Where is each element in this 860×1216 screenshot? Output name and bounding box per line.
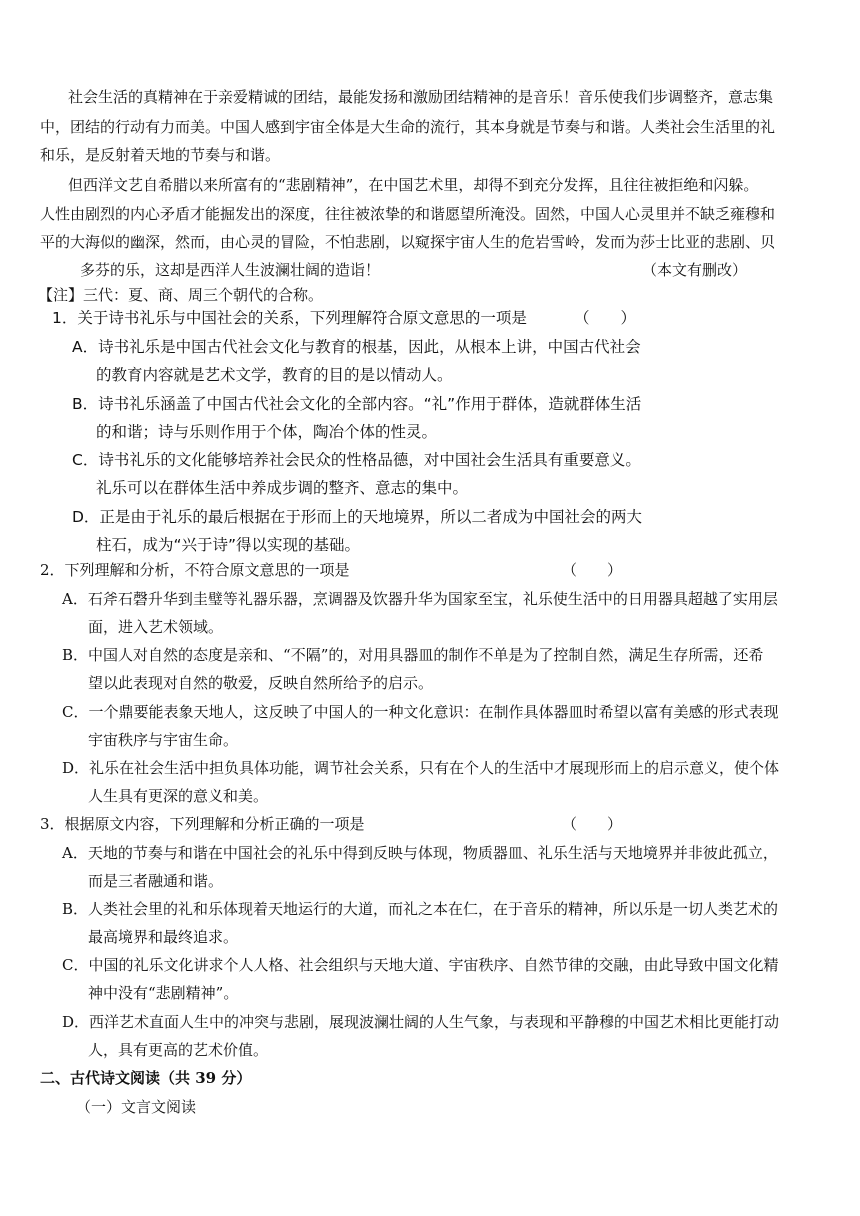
source-note: （本文有删改） bbox=[642, 261, 748, 279]
section-2-subtitle: （一）文言文阅读 bbox=[76, 1098, 197, 1116]
q2-option-b-cont: 望以此表现对自然的敬爱，反映自然所给予的启示。 bbox=[88, 674, 434, 692]
q1-option-a-cont: 的教育内容就是艺术文学，教育的目的是以情动人。 bbox=[96, 366, 453, 384]
q1-option-b[interactable]: B．诗书礼乐涵盖了中国古代社会文化的全部内容。“礼”作用于群体，造就群体生活 bbox=[72, 395, 642, 413]
q3-option-b-cont: 最高境界和最终追求。 bbox=[88, 928, 239, 946]
q3-option-c-cont: 神中没有“悲剧精神”。 bbox=[88, 984, 239, 1002]
q3-option-b[interactable]: B．人类社会里的礼和乐体现着天地运行的大道，而礼之本在仁，在于音乐的精神，所以乐是一切人类艺术的 bbox=[62, 900, 779, 918]
q3-option-c[interactable]: C．中国的礼乐文化讲求个人人格、社会组织与天地大道、宇宙秩序、自然节律的交融，由此导致中国文化精 bbox=[62, 956, 779, 974]
passage-line: 中，团结的行动有力而美。中国人感到宇宙全体是大生命的流行，其本身就是节奏与和谐。人类社会生活里的礼 bbox=[40, 118, 776, 136]
section-2-title: 二、古代诗文阅读（共 39 分） bbox=[40, 1069, 252, 1087]
q1-option-d[interactable]: D．正是由于礼乐的最后根据在于形而上的天地境界，所以二者成为中国社会的两大 bbox=[72, 508, 642, 526]
annotation-note bbox=[38, 285, 323, 305]
q2-option-d[interactable]: D．礼乐在社会生活中担负具体功能，调节社会关系，只有在个人的生活中才展现形而上的启示意义，使个体 bbox=[62, 759, 780, 777]
question-3-stem: 3．根据原文内容，下列理解和分析正确的一项是 bbox=[40, 815, 365, 833]
q2-option-d-cont: 人生具有更深的意义和美。 bbox=[88, 787, 269, 805]
q1-option-c-cont: 礼乐可以在群体生活中养成步调的整齐、意志的集中。 bbox=[96, 479, 469, 497]
q1-option-a[interactable]: A．诗书礼乐是中国古代社会文化与教育的根基，因此，从根本上讲，中国古代社会 bbox=[72, 338, 641, 356]
q3-option-d-cont: 人，具有更高的艺术价值。 bbox=[88, 1041, 269, 1059]
passage-line: 社会生活的真精神在于亲爱精诚的团结，最能发扬和激励团结精神的是音乐！音乐使我们步调整齐，意志集 bbox=[68, 88, 774, 106]
q2-option-a[interactable]: A．石斧石磬升华到圭璧等礼器乐器，烹调器及饮器升华为国家至宝，礼乐使生活中的日用器具超越了实用层 bbox=[62, 590, 778, 608]
passage-line: 人性由剧烈的内心矛盾才能掘发出的深度，往往被浓挚的和谐愿望所淹没。固然，中国人心灵里并不缺乏雍穆和 bbox=[40, 205, 776, 223]
passage-line: 和乐，是反射着天地的节奏与和谐。 bbox=[40, 146, 281, 164]
q2-option-b[interactable]: B．中国人对自然的态度是亲和、“不隔”的，对用具器皿的制作不单是为了控制自然，满足生存所需，还希 bbox=[62, 646, 764, 664]
question-1-stem: 1．关于诗书礼乐与中国社会的关系，下列理解符合原文意思的一项是 bbox=[52, 309, 527, 327]
note-label: 【注】 bbox=[38, 286, 84, 304]
question-3-answer-blank[interactable]: （ ） bbox=[562, 815, 623, 833]
question-1-answer-blank[interactable]: （ ） bbox=[574, 309, 637, 327]
q1-option-d-cont: 柱石，成为“兴于诗”得以实现的基础。 bbox=[96, 536, 361, 554]
q3-option-d[interactable]: D．西洋艺术直面人生中的冲突与悲剧，展现波澜壮阔的人生气象，与表现和平静穆的中国艺术相比更能打动 bbox=[62, 1013, 780, 1031]
question-2-stem: 2．下列理解和分析，不符合原文意思的一项是 bbox=[40, 561, 350, 579]
q3-option-a-cont: 而是三者融通和谐。 bbox=[88, 872, 224, 890]
q3-option-a[interactable]: A．天地的节奏与和谐在中国社会的礼乐中得到反映与体现，物质器皿、礼乐生活与天地境界并非彼此孤立， bbox=[62, 844, 778, 862]
passage-line: 多芬的乐，这却是西洋人生波澜壮阔的造诣！ bbox=[80, 261, 381, 279]
note-text: 三代：夏、商、周三个朝代的合称。 bbox=[83, 286, 324, 304]
passage-line: 平的大海似的幽深，然而，由心灵的冒险，不怕悲剧，以窥探宇宙人生的危岩雪岭，发而为莎士比亚的悲剧、贝 bbox=[40, 233, 776, 251]
q1-option-b-cont: 的和谐；诗与乐则作用于个体，陶冶个体的性灵。 bbox=[96, 423, 438, 441]
q1-option-c[interactable]: C．诗书礼乐的文化能够培养社会民众的性格品德，对中国社会生活具有重要意义。 bbox=[72, 451, 641, 469]
passage-line: 但西洋文艺自希腊以来所富有的“悲剧精神”，在中国艺术里，却得不到充分发挥，且往往被拒绝和闪躲。 bbox=[68, 176, 759, 194]
question-2-answer-blank[interactable]: （ ） bbox=[562, 561, 623, 579]
q2-option-a-cont: 面，进入艺术领域。 bbox=[88, 618, 224, 636]
q2-option-c-cont: 宇宙秩序与宇宙生命。 bbox=[88, 731, 239, 749]
q2-option-c[interactable]: C．一个鼎要能表象天地人，这反映了中国人的一种文化意识：在制作具体器皿时希望以富有美感的形式表现 bbox=[62, 703, 779, 721]
